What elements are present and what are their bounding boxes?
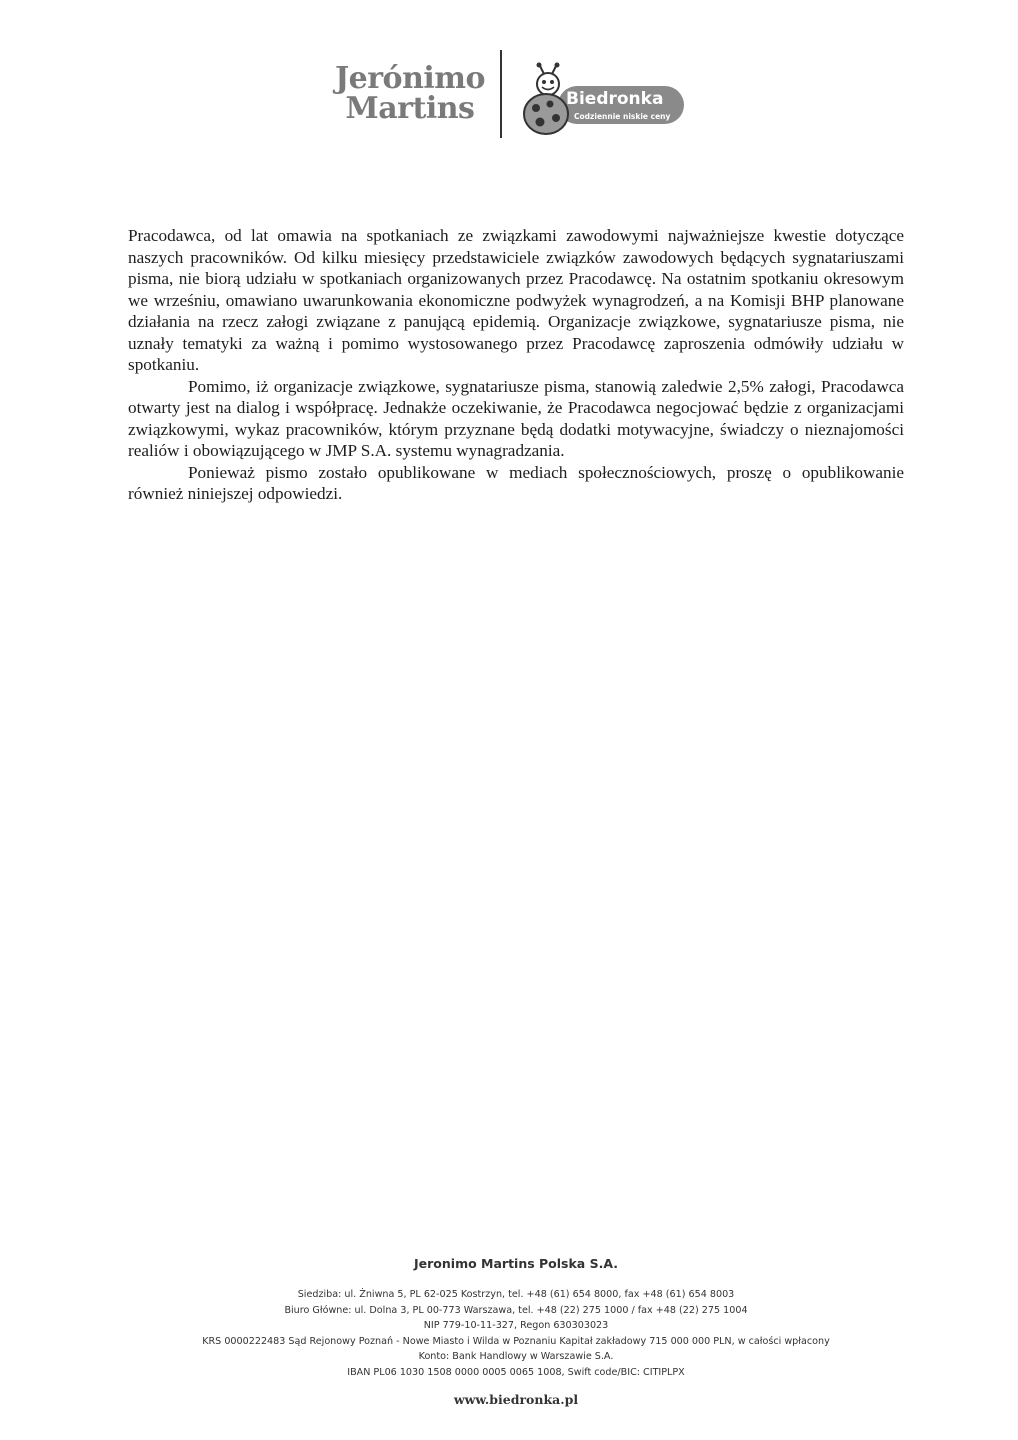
footer-seat: Siedziba: ul. Żniwna 5, PL 62-025 Kostrzyn, tel. +48 (61) 654 8000, fax +48 (61) 654 8003: [297, 1289, 735, 1300]
footer-account: Konto: Bank Handlowy w Warszawie S.A.: [418, 1351, 614, 1362]
footer-company-name: Jeronimo Martins Polska S.A.: [414, 1256, 618, 1271]
logo-divider: [500, 50, 502, 138]
biedronka-slogan: Codziennie niskie ceny: [574, 112, 671, 121]
letter-body: [128, 225, 904, 505]
footer-office: Biuro Główne: ul. Dolna 3, PL 00-773 Warszawa, tel. +48 (22) 275 1000 / fax +48 (22) 275 1004: [284, 1304, 748, 1316]
jm-logo-line1: Jerónimo: [334, 61, 486, 96]
footer-krs: KRS 0000222483 Sąd Rejonowy Poznań - Nowe Miasto i Wilda w Poznaniu Kapitał zakładowy 715 000 000 PLN, w całości wpłacony: [202, 1335, 830, 1347]
biedronka-wordmark: Biedronka: [566, 89, 664, 109]
company-footer: [150, 1256, 882, 1407]
paragraph-2: Pomimo, iż organizacje związkowe, sygnatariusze pisma, stanowią zaledwie 2,5% załogi, Pracodawca otwarty jest na dialog i współpracę. Jednakże oczekiwanie, że Pracodawca negocjować będzie z organizacjami związkowymi, wykaz pracowników, którym przyznane będą dodatki motywacyjne, świadczy o nieznajomości realiów i obowiązującego w JMP S.A. systemu wynagradzania.: [128, 376, 904, 460]
jm-logo-line2: Martins: [345, 91, 475, 126]
paragraph-1: Pracodawca, od lat omawia na spotkaniach ze związkami zawodowymi najważniejsze kwestie dotyczące naszych pracowników. Od kilku miesięcy przedstawiciele związków zawodowych będących sygnatariuszami pisma, nie biorą udziału w spotkaniach organizowanych przez Pracodawcę. Na ostatnim spotkaniu okresowym we wrześniu, omawiano uwarunkowania ekonomiczne podwyżek wynagrodzeń, a na Komisji BHP planowane działania na rzecz załogi związane z panującą epidemią. Organizacje związkowe, sygnatariusze pisma, nie uznały tematyki za ważną i pomimo wystosowanego przez Pracodawcę zaproszenia odmówiły udziału w spotkaniu.: [128, 226, 904, 374]
biedronka-logo: [518, 58, 688, 138]
footer-iban: IBAN PL06 1030 1508 0000 0005 0065 1008, Swift code/BIC: CITIPLPX: [347, 1366, 685, 1378]
footer-website: www.biedronka.pl: [453, 1392, 579, 1407]
jeronimo-martins-logo: [330, 61, 490, 126]
footer-nip: NIP 779-10-11-327, Regon 630303023: [423, 1320, 609, 1331]
letterhead: [330, 50, 690, 150]
paragraph-3: Ponieważ pismo zostało opublikowane w mediach społecznościowych, proszę o opublikowanie również niniejszej odpowiedzi.: [128, 462, 904, 503]
